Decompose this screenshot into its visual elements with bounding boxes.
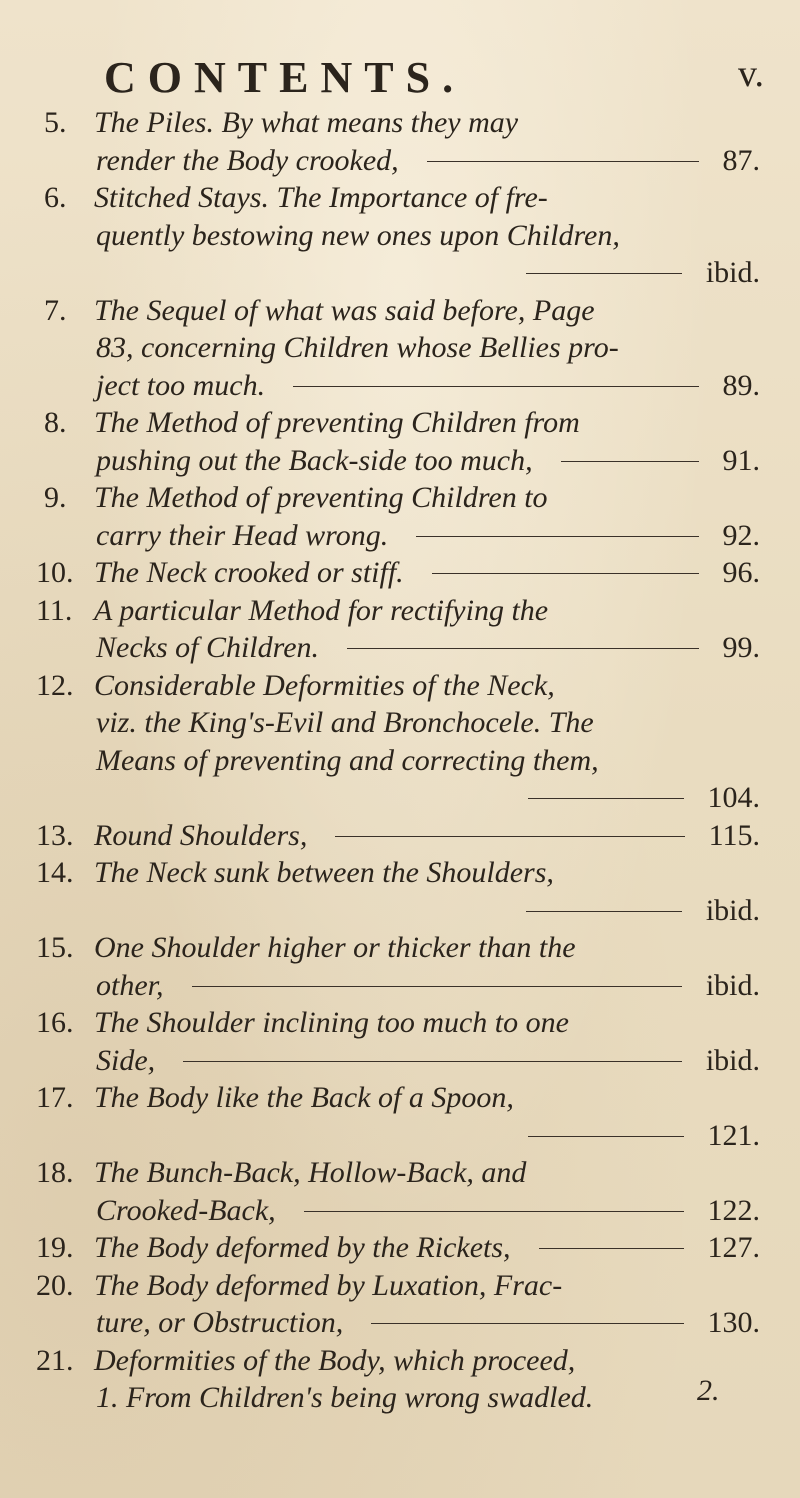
contents-line bbox=[0, 142, 800, 180]
contents-line bbox=[0, 817, 800, 855]
page-reference: 115. bbox=[708, 818, 760, 852]
entry-text: Crooked-Back, bbox=[96, 1193, 276, 1227]
contents-line bbox=[0, 1229, 800, 1267]
entry-text: Deformities of the Body, which proceed, bbox=[94, 1343, 576, 1377]
entry-number: 15. bbox=[36, 931, 74, 964]
contents-line bbox=[0, 179, 800, 217]
leader-rule bbox=[528, 1136, 684, 1137]
contents-line bbox=[0, 1192, 800, 1230]
page-title: CONTENTS. bbox=[104, 53, 466, 102]
contents-line bbox=[0, 1379, 800, 1417]
entry-text: carry their Head wrong. bbox=[96, 518, 389, 552]
entry-text: Side, bbox=[96, 1043, 156, 1077]
leader-rule bbox=[416, 536, 699, 537]
page-reference: 89. bbox=[722, 368, 760, 402]
entry-text: The Body like the Back of a Spoon, bbox=[94, 1081, 514, 1114]
contents-line bbox=[0, 967, 800, 1005]
contents-line bbox=[0, 329, 800, 367]
contents-line bbox=[0, 592, 800, 630]
entry-number: 8. bbox=[44, 406, 67, 439]
catchword: 2. bbox=[697, 1374, 720, 1407]
entry-number: 16. bbox=[36, 1006, 74, 1039]
leader-rule bbox=[183, 1061, 682, 1062]
page-reference: ibid. bbox=[705, 968, 760, 1002]
leader-rule bbox=[526, 911, 682, 912]
contents-line bbox=[0, 442, 800, 480]
contents-line bbox=[0, 742, 800, 780]
entry-text: ture, or Obstruction, bbox=[96, 1306, 344, 1339]
leader-rule bbox=[561, 461, 699, 462]
leader-rule bbox=[192, 986, 682, 987]
entry-number: 19. bbox=[36, 1231, 74, 1264]
contents-line bbox=[0, 1342, 800, 1380]
entry-number: 20. bbox=[36, 1268, 74, 1302]
entry-text: 83, concerning Children whose Bellies pro- bbox=[96, 331, 619, 364]
entry-text: The Sequel of what was said before, Page bbox=[94, 293, 595, 327]
entry-text: other, bbox=[96, 968, 164, 1002]
contents-list bbox=[0, 104, 800, 1417]
entry-text: The Body deformed by Luxation, Frac- bbox=[94, 1268, 563, 1302]
page-reference: 130. bbox=[707, 1306, 760, 1339]
page-reference: 122. bbox=[707, 1193, 760, 1227]
page-reference: 104. bbox=[707, 781, 760, 814]
contents-line bbox=[0, 479, 800, 517]
entry-text: The Body deformed by the Rickets, bbox=[94, 1231, 511, 1264]
page-reference: 127. bbox=[707, 1231, 760, 1264]
leader-rule bbox=[539, 1248, 684, 1249]
entry-text: ject too much. bbox=[96, 368, 266, 402]
contents-line bbox=[0, 1304, 800, 1342]
entry-number: 21. bbox=[36, 1343, 74, 1377]
contents-line bbox=[0, 1004, 800, 1042]
contents-line bbox=[0, 779, 800, 817]
contents-line bbox=[0, 217, 800, 255]
entry-text: Stitched Stays. The Importance of fre- bbox=[94, 181, 548, 214]
leader-rule bbox=[335, 836, 685, 837]
entry-text: viz. the King's-Evil and Bronchocele. The bbox=[96, 706, 594, 739]
contents-line bbox=[0, 1079, 800, 1117]
page-reference: ibid. bbox=[705, 1043, 760, 1077]
entry-number: 6. bbox=[44, 181, 67, 214]
entry-text: The Bunch-Back, Hollow-Back, and bbox=[94, 1156, 527, 1189]
entry-number: 12. bbox=[36, 668, 74, 702]
entry-number: 5. bbox=[44, 106, 67, 139]
entry-text: The Piles. By what means they may bbox=[94, 106, 519, 139]
entry-text: render the Body crooked, bbox=[96, 143, 399, 177]
page-reference: 92. bbox=[722, 518, 760, 552]
leader-rule bbox=[427, 161, 699, 162]
entry-number: 11. bbox=[36, 593, 73, 627]
page-reference: 96. bbox=[722, 556, 760, 589]
contents-line bbox=[0, 929, 800, 967]
page-number: v. bbox=[738, 53, 765, 95]
contents-line bbox=[0, 704, 800, 742]
page-reference: ibid. bbox=[705, 256, 760, 289]
contents-line bbox=[0, 104, 800, 142]
leader-rule bbox=[304, 1211, 684, 1212]
contents-line bbox=[0, 667, 800, 705]
entry-number: 13. bbox=[36, 818, 74, 852]
leader-rule bbox=[528, 798, 684, 799]
leader-rule bbox=[293, 386, 699, 387]
leader-rule bbox=[371, 1323, 684, 1324]
contents-line bbox=[0, 292, 800, 330]
entry-text: The Method of preventing Children to bbox=[94, 481, 548, 514]
contents-line bbox=[0, 367, 800, 405]
contents-line bbox=[0, 1042, 800, 1080]
entry-number: 9. bbox=[44, 481, 67, 514]
entry-text: 1. From Children's being wrong swadled. bbox=[96, 1381, 594, 1414]
entry-text: Considerable Deformities of the Neck, bbox=[94, 668, 555, 702]
entry-text: A particular Method for rectifying the bbox=[94, 593, 549, 627]
leader-rule bbox=[432, 573, 699, 574]
entry-text: Necks of Children. bbox=[96, 631, 320, 664]
contents-line bbox=[0, 1154, 800, 1192]
entry-text: Round Shoulders, bbox=[94, 818, 308, 852]
entry-number: 18. bbox=[36, 1156, 74, 1189]
entry-number: 17. bbox=[36, 1081, 74, 1114]
entry-number: 7. bbox=[44, 293, 67, 327]
entry-text: The Shoulder inclining too much to one bbox=[94, 1006, 569, 1039]
contents-line bbox=[0, 854, 800, 892]
contents-line bbox=[0, 892, 800, 930]
entry-text: Means of preventing and correcting them, bbox=[96, 743, 599, 777]
contents-line bbox=[0, 517, 800, 555]
page-header bbox=[0, 52, 800, 106]
leader-rule bbox=[526, 273, 682, 274]
entry-text: The Neck sunk between the Shoulders, bbox=[94, 856, 554, 889]
contents-line bbox=[0, 1267, 800, 1305]
entry-text: pushing out the Back-side too much, bbox=[96, 443, 533, 477]
page-reference: 87. bbox=[722, 143, 760, 177]
contents-line bbox=[0, 254, 800, 292]
entry-text: The Method of preventing Children from bbox=[94, 406, 580, 439]
contents-line bbox=[0, 629, 800, 667]
contents-line bbox=[0, 554, 800, 592]
contents-line bbox=[0, 404, 800, 442]
page-reference: 99. bbox=[722, 631, 760, 664]
page-reference: 121. bbox=[707, 1118, 760, 1152]
entry-text: quently bestowing new ones upon Children, bbox=[96, 218, 620, 252]
entry-number: 14. bbox=[36, 856, 74, 889]
entry-text: The Neck crooked or stiff. bbox=[94, 556, 404, 589]
entry-number: 10. bbox=[36, 556, 74, 589]
page-reference: ibid. bbox=[705, 893, 760, 927]
leader-rule bbox=[347, 648, 699, 649]
entry-text: One Shoulder higher or thicker than the bbox=[94, 931, 576, 964]
contents-line bbox=[0, 1117, 800, 1155]
page-reference: 91. bbox=[722, 443, 760, 477]
